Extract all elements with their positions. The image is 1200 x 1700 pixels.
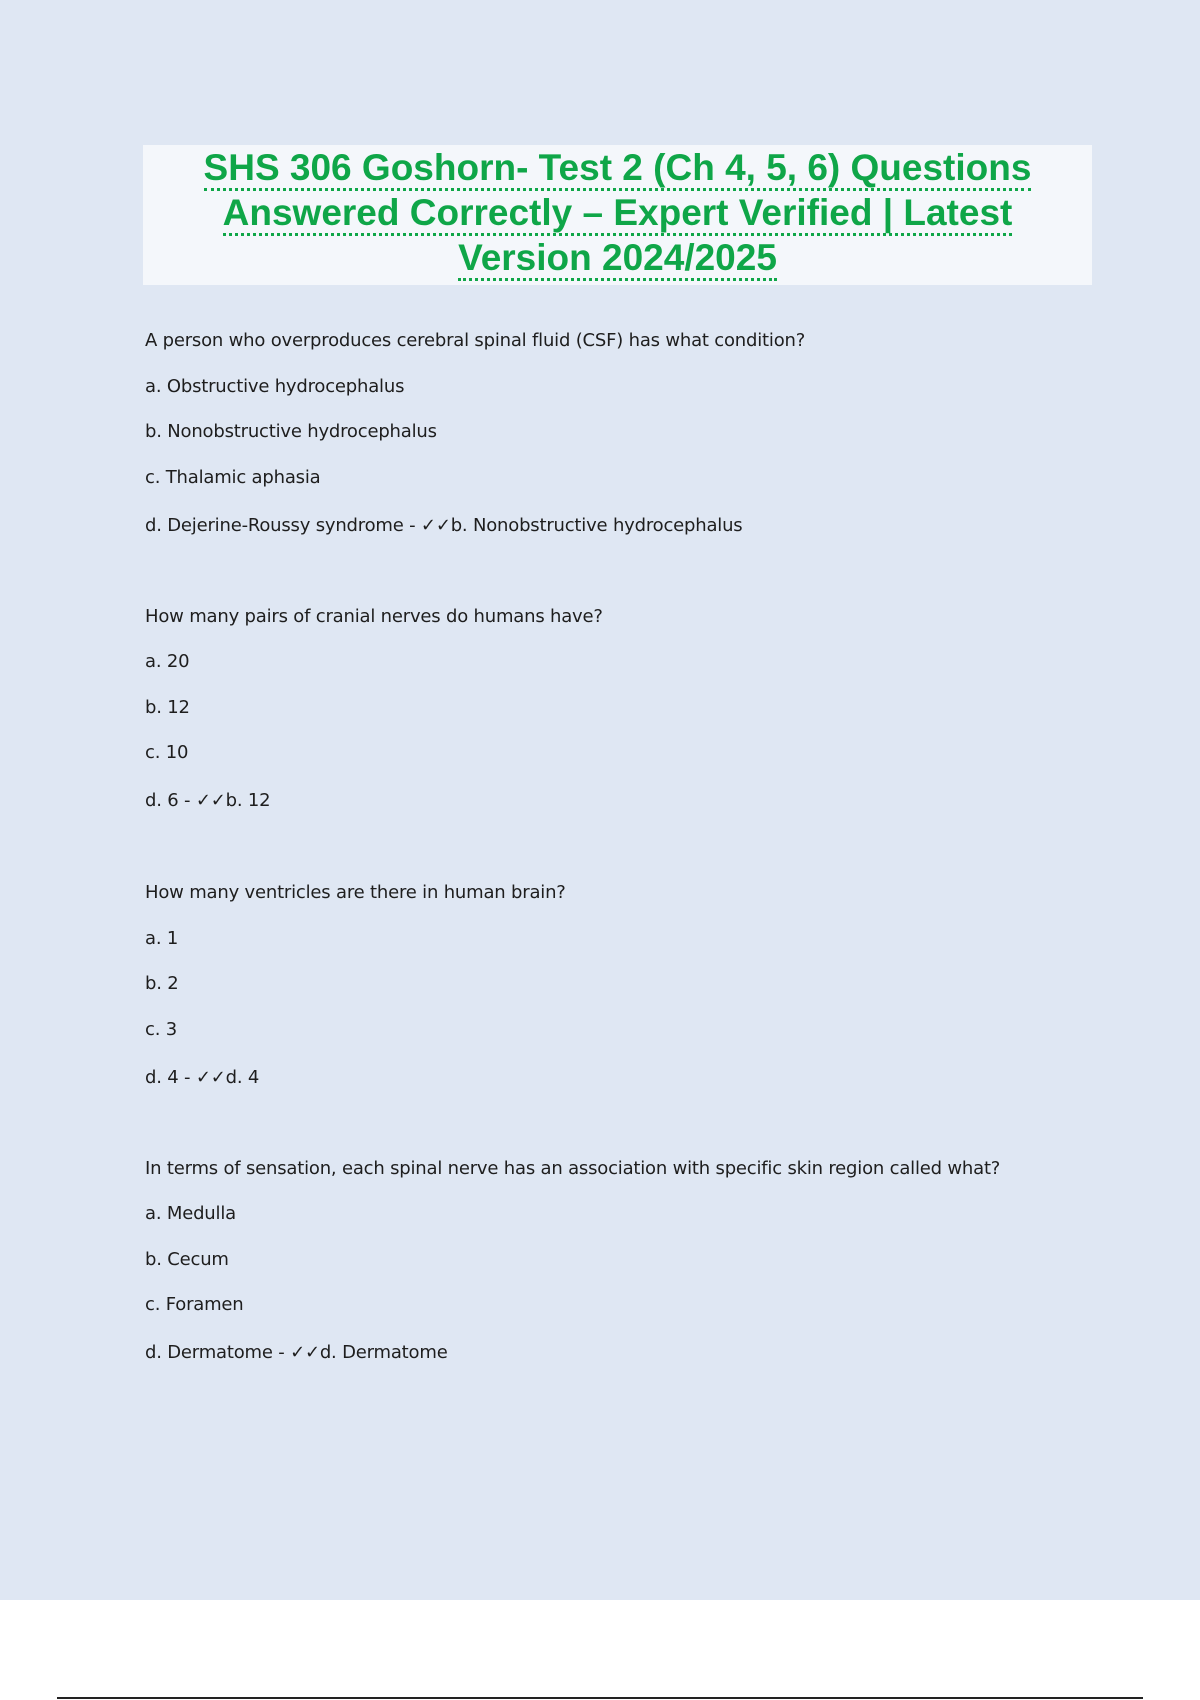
option-a: a. 1 — [145, 928, 179, 949]
option-d-with-answer: d. 6 - ✓✓b. 12 — [145, 790, 271, 811]
option-c: c. 10 — [145, 742, 189, 763]
question-text: How many ventricles are there in human brain? — [145, 882, 566, 903]
title-line-3: Version 2024/2025 — [143, 235, 1092, 280]
option-c: c. Thalamic aphasia — [145, 467, 321, 488]
title-line-2: Answered Correctly – Expert Verified | Latest — [143, 190, 1092, 235]
option-a: a. Medulla — [145, 1203, 236, 1224]
option-d-with-answer: d. Dermatome - ✓✓d. Dermatome — [145, 1342, 448, 1363]
question-text: In terms of sensation, each spinal nerve has an association with specific skin region called what? — [145, 1158, 1001, 1179]
footer-divider — [57, 1697, 1143, 1699]
option-b: b. Nonobstructive hydrocephalus — [145, 421, 437, 442]
option-c: c. 3 — [145, 1019, 177, 1040]
question-text: A person who overproduces cerebral spinal fluid (CSF) has what condition? — [145, 330, 806, 351]
option-b: b. Cecum — [145, 1249, 229, 1270]
option-c: c. Foramen — [145, 1294, 244, 1315]
document-title — [143, 145, 1092, 285]
option-a: a. Obstructive hydrocephalus — [145, 376, 405, 397]
option-a: a. 20 — [145, 651, 190, 672]
option-b: b. 12 — [145, 697, 190, 718]
option-d-with-answer: d. 4 - ✓✓d. 4 — [145, 1067, 260, 1088]
option-d-with-answer: d. Dejerine-Roussy syndrome - ✓✓b. Nonobstructive hydrocephalus — [145, 515, 743, 536]
title-line-1: SHS 306 Goshorn- Test 2 (Ch 4, 5, 6) Questions — [143, 145, 1092, 190]
question-text: How many pairs of cranial nerves do humans have? — [145, 606, 603, 627]
option-b: b. 2 — [145, 973, 179, 994]
